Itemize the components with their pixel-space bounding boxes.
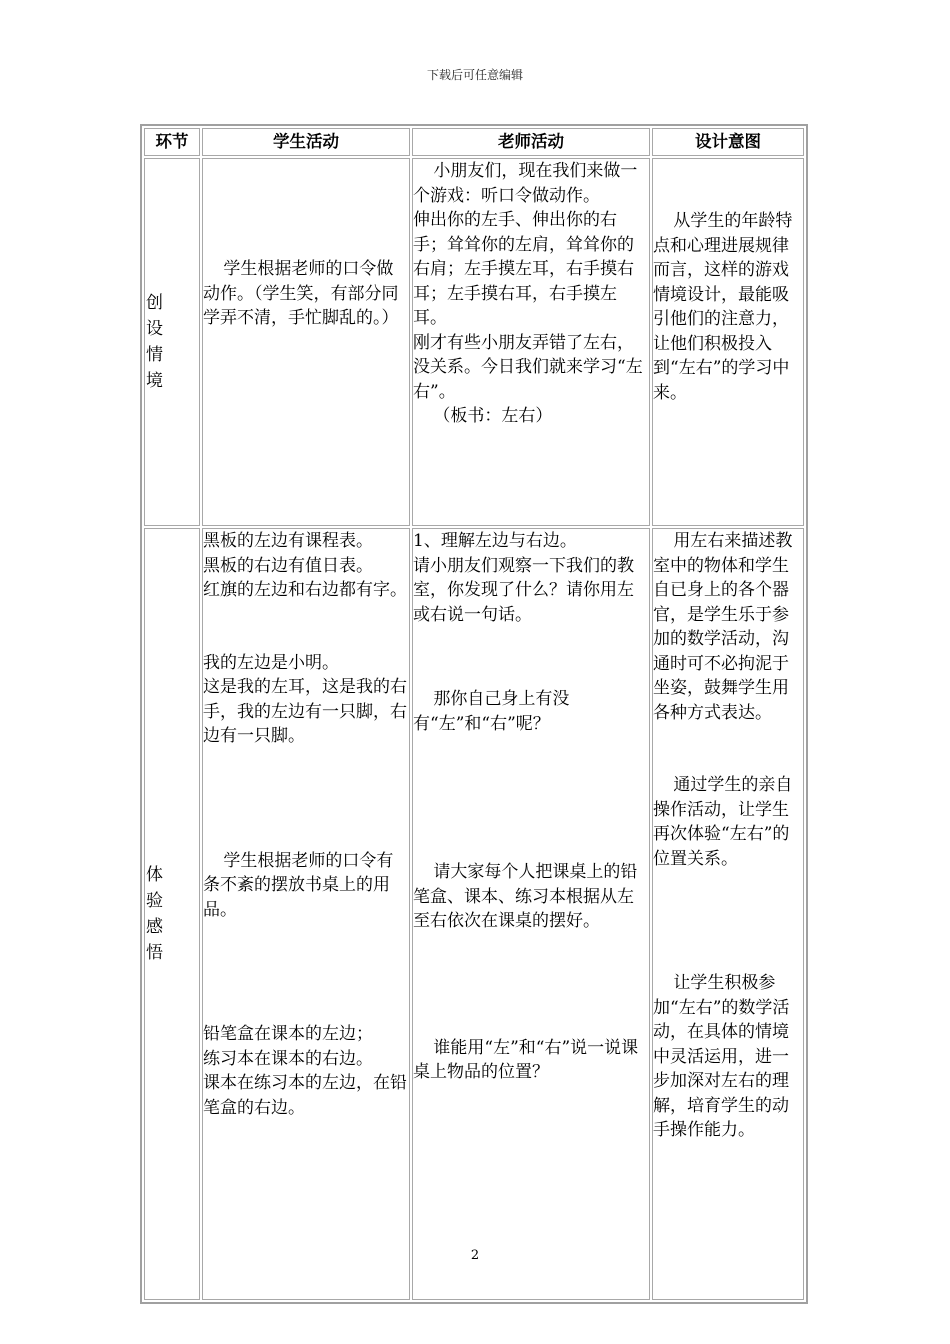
design-intent-text: 用左右来描述教室中的物体和学生自已身上的各个器官，是学生乐于参加的数学活动，沟通时可不必拘泥于坐姿，鼓舞学生用各种方式表达。 [653, 531, 793, 723]
column-header-teacher-activity: 老师活动 [412, 128, 650, 156]
column-header-stage: 环节 [144, 128, 200, 156]
design-intent-cell [652, 528, 804, 1300]
student-activity-text: 我的左边是小明。 这是我的左耳，这是我的右手，我的左边有一只脚，右边有一只脚。 [203, 652, 407, 746]
table-header-row [144, 128, 804, 156]
stage-label: 创 设 情 境 [146, 293, 163, 391]
student-activity-cell [202, 528, 410, 1300]
watermark-text: 下载后可任意编辑 [426, 68, 523, 82]
table-row [144, 528, 804, 1300]
teacher-activity-cell [412, 528, 650, 1300]
stage-label: 体 验 感 悟 [146, 865, 163, 963]
column-header-design-intent: 设计意图 [652, 128, 804, 156]
stage-cell [144, 528, 200, 1300]
stage-cell [144, 158, 200, 526]
teacher-activity-text: （板书：左右） [433, 406, 553, 426]
table-row [144, 158, 804, 526]
student-activity-cell [202, 158, 410, 526]
teacher-activity-text: 伸出你的左手、伸出你的右手；耸耸你的左肩，耸耸你的右肩；左手摸左耳，右手摸右耳；左手摸右耳，右手摸左耳。 [413, 210, 634, 328]
teacher-activity-text: 小朋友们，现在我们来做一个游戏：听口令做动作。 [413, 161, 638, 206]
column-header-student-activity: 学生活动 [202, 128, 410, 156]
design-intent-text: 让学生积极参加“左右”的数学活动，在具体的情境中灵活运用，进一步加深对左右的理解，培育学生的动手操作能力。 [653, 973, 790, 1140]
design-intent-cell [652, 158, 804, 526]
design-intent-text: 通过学生的亲自操作活动，让学生再次体验“左右”的位置关系。 [653, 775, 793, 869]
page-number: 2 [470, 1248, 480, 1263]
teacher-activity-text: 谁能用“左”和“右”说一说课桌上物品的位置？ [413, 1037, 639, 1082]
teacher-activity-text: 1、理解左边与右边。 请小朋友们观察一下我们的教室，你发现了什么？请你用左或右说一句话。 [413, 531, 634, 625]
student-activity-text: 黑板的左边有课程表。 黑板的右边有值日表。 红旗的左边和右边都有字。 [203, 531, 407, 600]
teacher-activity-cell [412, 158, 650, 526]
student-activity-text: 铅笔盒在课本的左边； 练习本在课本的右边。 课本在练习本的左边，在铅笔盒的右边。 [203, 1024, 407, 1118]
teacher-activity-text: 那你自己身上有没有“左”和“右”呢？ [413, 689, 570, 734]
teacher-activity-text: 刚才有些小朋友弄错了左右，没关系。今日我们就来学习“左右”。 [413, 332, 643, 402]
lesson-plan-table [140, 124, 808, 1304]
design-intent-text: 从学生的年龄特点和心理进展规律而言，这样的游戏情境设计，最能吸引他们的注意力，让他们积极投入到“左右”的学习中来。 [653, 211, 793, 403]
teacher-activity-text: 请大家每个人把课桌上的铅笔盒、课本、练习本根据从左至右依次在课桌的摆好。 [413, 862, 638, 931]
student-activity-text: 学生根据老师的口令有条不紊的摆放书桌上的用品。 [203, 850, 394, 920]
student-activity-text: 学生根据老师的口令做动作。（学生笑，有部分同学弄不清，手忙脚乱的。） [203, 259, 399, 328]
